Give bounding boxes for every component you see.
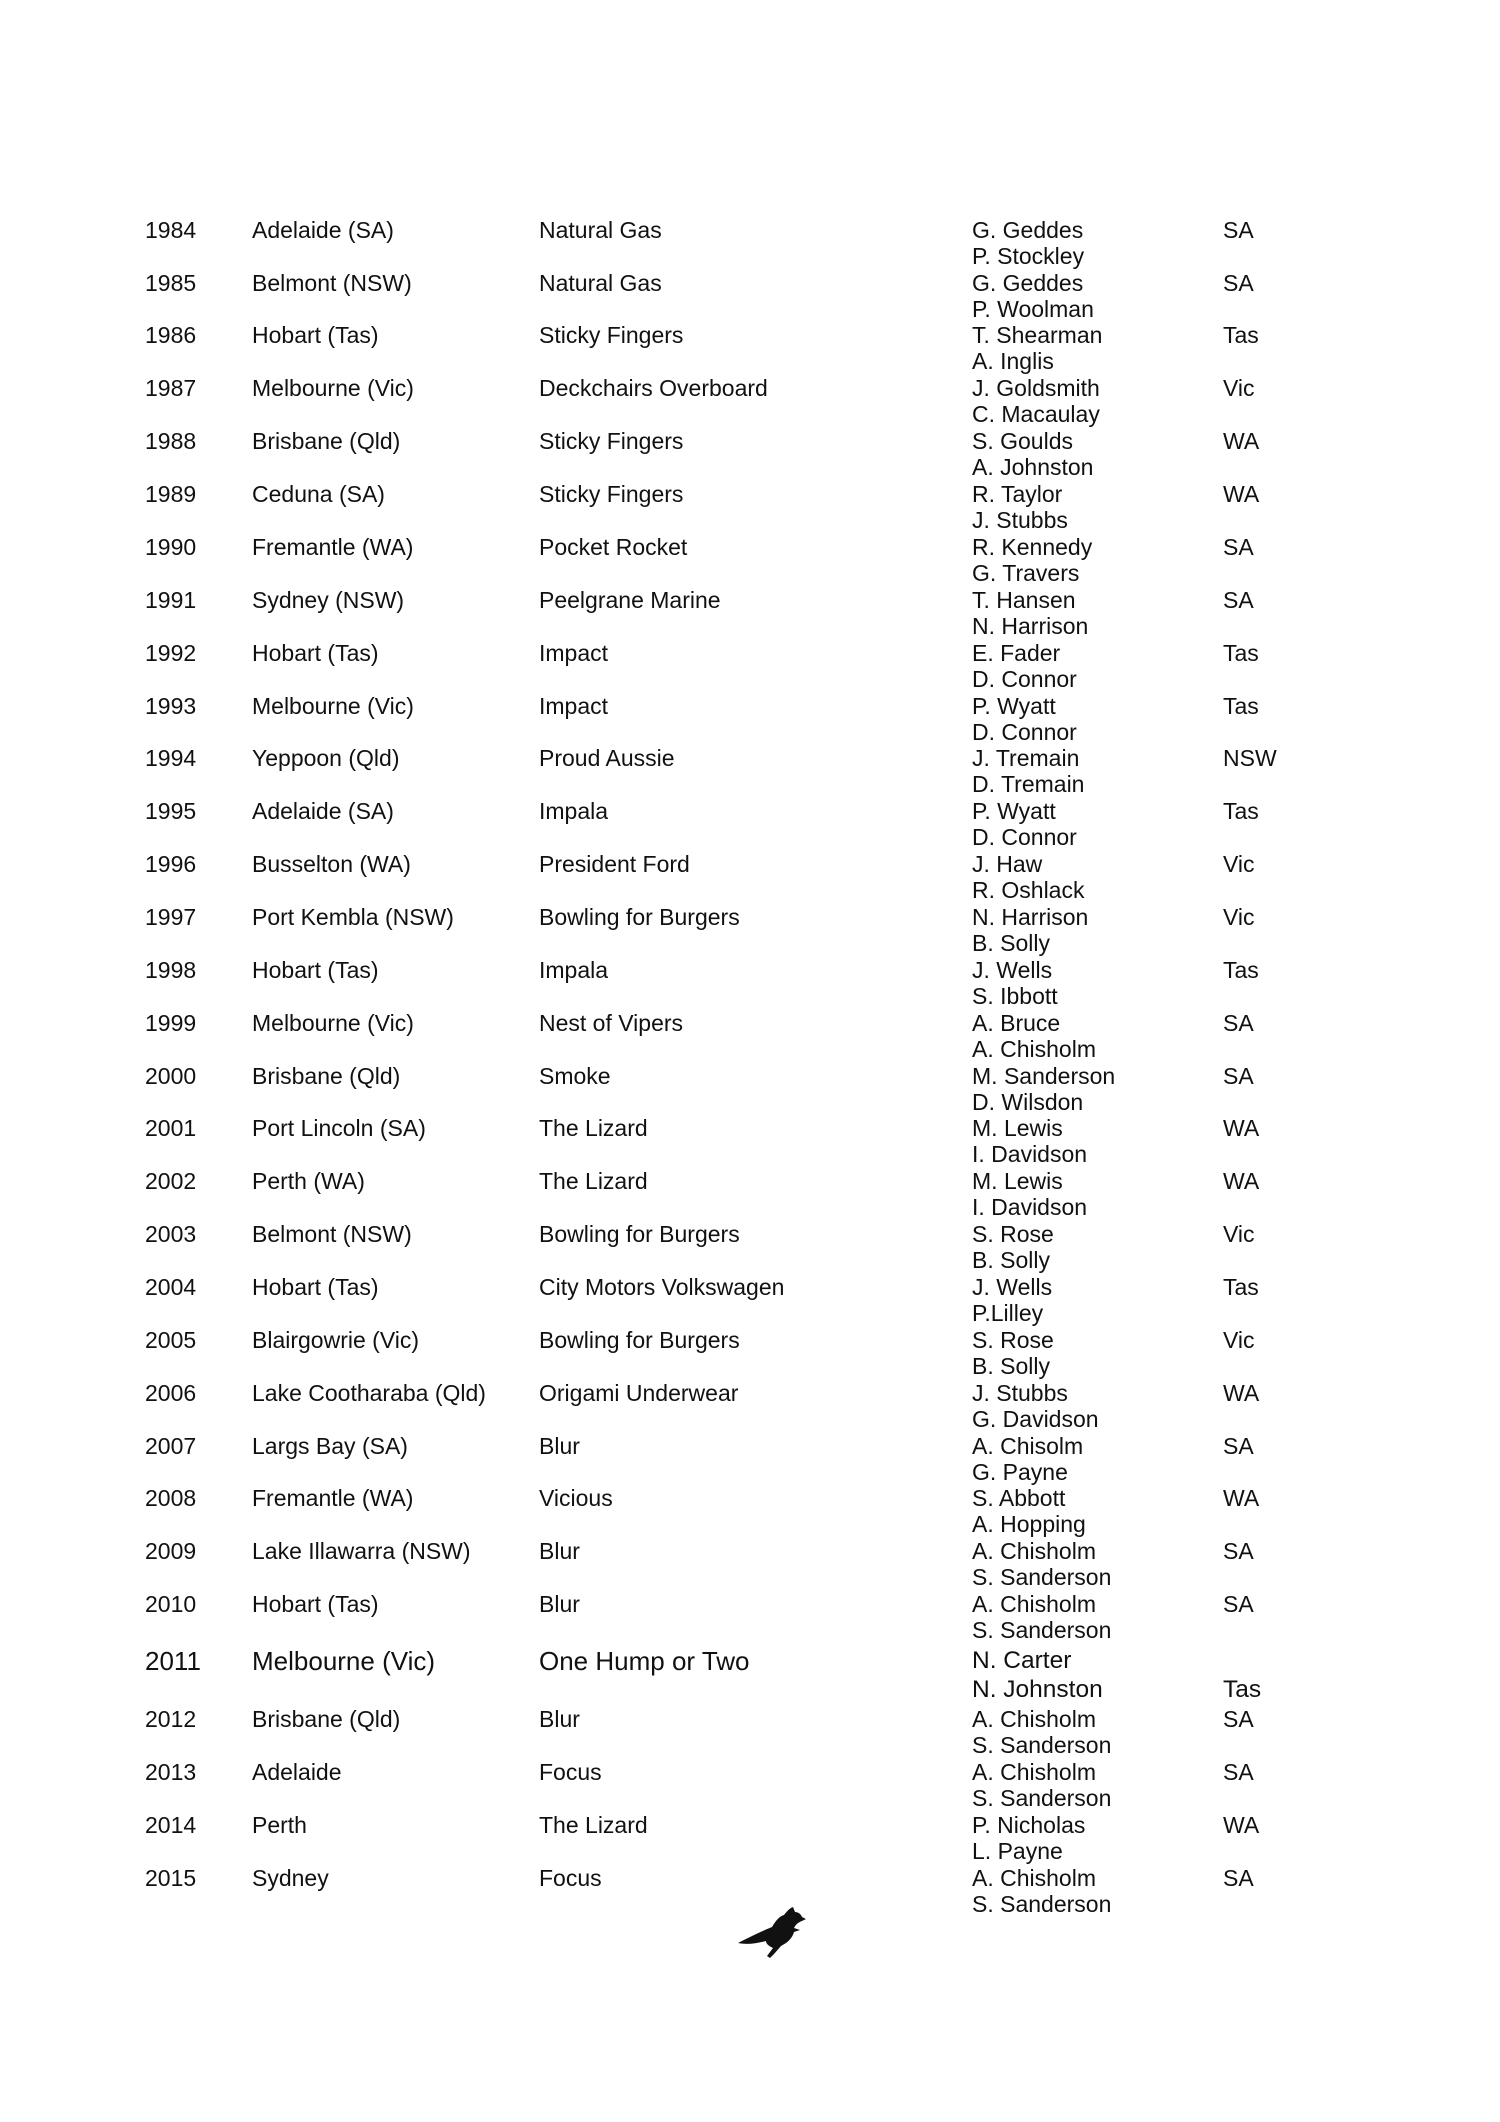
venue-cell: Perth (WA) (252, 1168, 365, 1194)
state-cell: WA (1223, 1115, 1260, 1141)
state-cell: SA (1223, 1010, 1254, 1036)
year-cell: 1996 (145, 851, 197, 877)
year-cell: 1984 (145, 217, 197, 243)
crew-member: C. Macaulay (972, 401, 1100, 428)
boat-name-cell: Blur (539, 1706, 580, 1732)
year-cell: 2001 (145, 1115, 197, 1141)
crew-cell (972, 640, 1077, 693)
boat-name-cell: Vicious (539, 1485, 613, 1511)
crew-member: S. Sanderson (972, 1732, 1112, 1759)
venue-cell: Hobart (Tas) (252, 322, 379, 348)
crew-member: S. Sanderson (972, 1617, 1112, 1644)
crew-cell (972, 428, 1093, 481)
crew-member: P. Nicholas (972, 1812, 1086, 1838)
crew-cell (972, 1380, 1099, 1433)
boat-name-cell: Sticky Fingers (539, 428, 684, 454)
year-cell: 1988 (145, 428, 197, 454)
venue-cell: Brisbane (Qld) (252, 1063, 401, 1089)
state-cell: SA (1223, 1063, 1254, 1089)
venue-cell: Port Lincoln (SA) (252, 1115, 426, 1141)
crew-cell (972, 1591, 1111, 1644)
state-cell: WA (1223, 1485, 1260, 1511)
venue-cell: Melbourne (Vic) (252, 693, 414, 719)
crew-member: A. Bruce (972, 1010, 1061, 1036)
venue-cell: Ceduna (SA) (252, 481, 385, 507)
crew-member: B. Solly (972, 1353, 1050, 1380)
year-cell: 1998 (145, 957, 197, 983)
year-cell: 1985 (145, 270, 197, 296)
crew-member: A. Johnston (972, 454, 1094, 481)
year-cell: 2015 (145, 1865, 197, 1891)
year-cell: 2002 (145, 1168, 197, 1194)
venue-cell: Belmont (NSW) (252, 1221, 412, 1247)
crew-cell (972, 217, 1084, 270)
crew-member: J. Stubbs (972, 1380, 1068, 1406)
venue-cell: Melbourne (Vic) (252, 1646, 436, 1676)
crew-member: N. Johnston (972, 1676, 1103, 1703)
state-cell: Vic (1223, 1221, 1255, 1247)
boat-name-cell: Blur (539, 1433, 580, 1459)
crew-member: P. Wyatt (972, 798, 1056, 824)
crew-member: T. Hansen (972, 587, 1076, 613)
crew-member: D. Wilsdon (972, 1089, 1084, 1116)
year-cell: 2012 (145, 1706, 197, 1732)
state-cell: SA (1223, 1759, 1254, 1785)
crew-cell (972, 375, 1100, 428)
crew-member: S. Sanderson (972, 1785, 1112, 1812)
boat-name-cell: Impact (539, 693, 609, 719)
boat-name-cell: Focus (539, 1865, 602, 1891)
crew-cell (972, 1538, 1111, 1591)
venue-cell: Belmont (NSW) (252, 270, 412, 296)
state-cell: NSW (1223, 745, 1277, 771)
crew-cell (972, 1063, 1115, 1116)
crew-member: R. Taylor (972, 481, 1063, 507)
boat-name-cell: The Lizard (539, 1168, 648, 1194)
crew-member: A. Hopping (972, 1511, 1086, 1538)
boat-name-cell: Smoke (539, 1063, 611, 1089)
crew-member: N. Harrison (972, 613, 1089, 640)
crew-member: M. Lewis (972, 1168, 1063, 1194)
year-cell: 2003 (145, 1221, 197, 1247)
crew-member: M. Lewis (972, 1115, 1063, 1141)
year-cell: 2009 (145, 1538, 197, 1564)
state-cell: Vic (1223, 851, 1255, 877)
state-cell: SA (1223, 1865, 1254, 1891)
crew-member: A. Chisholm (972, 1865, 1096, 1891)
crew-member: J. Goldsmith (972, 375, 1100, 401)
boat-name-cell: Focus (539, 1759, 602, 1785)
year-cell: 1997 (145, 904, 197, 930)
crew-member: D. Connor (972, 719, 1077, 746)
state-cell: SA (1223, 587, 1254, 613)
boat-name-cell: Bowling for Burgers (539, 1327, 740, 1353)
venue-cell: Port Kembla (NSW) (252, 904, 454, 930)
crew-member: D. Connor (972, 666, 1077, 693)
crew-member: S. Rose (972, 1327, 1054, 1353)
crew-member: T. Shearman (972, 322, 1103, 348)
year-cell: 1986 (145, 322, 197, 348)
year-cell: 1990 (145, 534, 197, 560)
crew-member: P. Wyatt (972, 693, 1056, 719)
boat-name-cell: Nest of Vipers (539, 1010, 684, 1036)
year-cell: 2010 (145, 1591, 197, 1617)
venue-cell: Hobart (Tas) (252, 957, 379, 983)
venue-cell: Adelaide (SA) (252, 798, 394, 824)
crew-member: N. Harrison (972, 904, 1089, 930)
year-cell: 1995 (145, 798, 197, 824)
crew-cell (972, 1168, 1087, 1221)
crew-cell (972, 270, 1094, 323)
year-cell: 2005 (145, 1327, 197, 1353)
boat-name-cell: Impala (539, 798, 609, 824)
crew-member: G. Davidson (972, 1406, 1099, 1433)
crew-member: G. Geddes (972, 217, 1084, 243)
year-cell: 2008 (145, 1485, 197, 1511)
year-cell: 2013 (145, 1759, 197, 1785)
state-cell: Vic (1223, 904, 1255, 930)
crew-member: S. Abbott (972, 1485, 1066, 1511)
crew-cell (972, 1485, 1086, 1538)
crew-member: R. Kennedy (972, 534, 1093, 560)
crew-member: G. Travers (972, 560, 1080, 587)
state-cell: Tas (1223, 798, 1259, 824)
crew-member: S. Sanderson (972, 1564, 1112, 1591)
venue-cell: Brisbane (Qld) (252, 1706, 401, 1732)
crew-cell (972, 1759, 1111, 1812)
crew-member: L. Payne (972, 1838, 1063, 1865)
crew-cell (972, 798, 1077, 851)
crew-member: A. Chisolm (972, 1433, 1084, 1459)
crew-member: B. Solly (972, 1247, 1050, 1274)
state-cell: SA (1223, 534, 1254, 560)
state-cell: SA (1223, 1433, 1254, 1459)
crew-cell (972, 1646, 1103, 1704)
crew-member: P.Lilley (972, 1300, 1044, 1327)
state-cell: Tas (1223, 1274, 1259, 1300)
boat-name-cell: Natural Gas (539, 217, 662, 243)
venue-cell: Melbourne (Vic) (252, 1010, 414, 1036)
year-cell: 1999 (145, 1010, 197, 1036)
venue-cell: Hobart (Tas) (252, 1591, 379, 1617)
year-cell: 2006 (145, 1380, 197, 1406)
crew-cell (972, 1706, 1111, 1759)
crew-member: P. Stockley (972, 243, 1085, 270)
crew-member: R. Oshlack (972, 877, 1085, 904)
crew-member: I. Davidson (972, 1194, 1088, 1221)
venue-cell: Brisbane (Qld) (252, 428, 401, 454)
crew-cell (972, 1812, 1085, 1865)
boat-name-cell: City Motors Volkswagen (539, 1274, 785, 1300)
state-cell: WA (1223, 1380, 1260, 1406)
crew-member: A. Chisholm (972, 1759, 1096, 1785)
crew-cell (972, 693, 1077, 746)
crew-cell (972, 322, 1102, 375)
venue-cell: Fremantle (WA) (252, 1485, 414, 1511)
crew-member: A. Inglis (972, 348, 1054, 375)
boat-name-cell: Sticky Fingers (539, 322, 684, 348)
boat-name-cell: Impala (539, 957, 609, 983)
year-cell: 2000 (145, 1063, 197, 1089)
crew-member: A. Chisholm (972, 1538, 1096, 1564)
state-cell: Tas (1223, 693, 1259, 719)
venue-cell: Sydney (252, 1865, 329, 1891)
year-cell: 1992 (145, 640, 197, 666)
crew-cell (972, 851, 1084, 904)
crew-cell (972, 1221, 1054, 1274)
venue-cell: Fremantle (WA) (252, 534, 414, 560)
boat-name-cell: One Hump or Two (539, 1646, 750, 1676)
state-cell: Vic (1223, 1327, 1255, 1353)
boat-name-cell: The Lizard (539, 1812, 648, 1838)
venue-cell: Perth (252, 1812, 307, 1838)
crew-member: S. Sanderson (972, 1891, 1112, 1918)
crew-member: S. Rose (972, 1221, 1054, 1247)
state-cell: WA (1223, 1168, 1260, 1194)
crew-member: M. Sanderson (972, 1063, 1116, 1089)
crew-member: B. Solly (972, 930, 1050, 957)
year-cell: 2014 (145, 1812, 197, 1838)
year-cell: 1991 (145, 587, 197, 613)
year-cell: 2007 (145, 1433, 197, 1459)
boat-name-cell: Bowling for Burgers (539, 904, 740, 930)
state-cell: Tas (1223, 322, 1259, 348)
crew-member: G. Payne (972, 1459, 1068, 1486)
year-cell: 1993 (145, 693, 197, 719)
crew-member: S. Goulds (972, 428, 1073, 454)
crew-member: J. Wells (972, 1274, 1053, 1300)
crew-cell (972, 1115, 1087, 1168)
state-cell: Tas (1223, 957, 1259, 983)
boat-name-cell: Pocket Rocket (539, 534, 688, 560)
crew-member: J. Stubbs (972, 507, 1068, 534)
year-cell: 2004 (145, 1274, 197, 1300)
state-cell: SA (1223, 1538, 1254, 1564)
state-cell: SA (1223, 1591, 1254, 1617)
crew-cell (972, 904, 1088, 957)
venue-cell: Adelaide (SA) (252, 217, 394, 243)
state-cell: WA (1223, 1812, 1260, 1838)
boat-name-cell: Sticky Fingers (539, 481, 684, 507)
crew-member: A. Chisholm (972, 1591, 1096, 1617)
state-cell: Tas (1223, 1676, 1262, 1703)
crew-member: D. Connor (972, 824, 1077, 851)
crew-cell (972, 587, 1088, 640)
state-cell: SA (1223, 270, 1254, 296)
crew-cell (972, 1274, 1052, 1327)
boat-name-cell: Proud Aussie (539, 745, 675, 771)
crew-cell (972, 1433, 1083, 1486)
boat-name-cell: Natural Gas (539, 270, 662, 296)
venue-cell: Yeppoon (Qld) (252, 745, 400, 771)
boat-name-cell: Impact (539, 640, 609, 666)
state-cell: Vic (1223, 375, 1255, 401)
state-cell: WA (1223, 428, 1260, 454)
crew-member: A. Chisholm (972, 1706, 1096, 1732)
venue-cell: Busselton (WA) (252, 851, 411, 877)
venue-cell: Sydney (NSW) (252, 587, 405, 613)
boat-name-cell: Origami Underwear (539, 1380, 739, 1406)
year-cell: 1994 (145, 745, 197, 771)
crew-member: A. Chisholm (972, 1036, 1096, 1063)
venue-cell: Melbourne (Vic) (252, 375, 414, 401)
boat-name-cell: The Lizard (539, 1115, 648, 1141)
boat-name-cell: Peelgrane Marine (539, 587, 721, 613)
boat-name-cell: Deckchairs Overboard (539, 375, 768, 401)
state-cell: SA (1223, 217, 1254, 243)
crew-member: G. Geddes (972, 270, 1084, 296)
venue-cell: Lake Cootharaba (Qld) (252, 1380, 486, 1406)
crew-cell (972, 1865, 1111, 1918)
crew-cell (972, 745, 1084, 798)
crew-member: D. Tremain (972, 771, 1085, 798)
crew-member: E. Fader (972, 640, 1061, 666)
venue-cell: Hobart (Tas) (252, 1274, 379, 1300)
boat-name-cell: Blur (539, 1591, 580, 1617)
state-cell: Tas (1223, 640, 1259, 666)
venue-cell: Blairgowrie (Vic) (252, 1327, 420, 1353)
crew-cell (972, 1327, 1054, 1380)
crew-cell (972, 534, 1092, 587)
state-cell: WA (1223, 481, 1260, 507)
crew-member: P. Woolman (972, 296, 1094, 323)
crew-cell (972, 957, 1058, 1010)
venue-cell: Adelaide (252, 1759, 342, 1785)
venue-cell: Lake Illawarra (NSW) (252, 1538, 471, 1564)
crew-member: J. Tremain (972, 745, 1080, 771)
crew-member: J. Haw (972, 851, 1043, 877)
kangaroo-icon (736, 1906, 816, 1958)
crew-cell (972, 1010, 1096, 1063)
boat-name-cell: Bowling for Burgers (539, 1221, 740, 1247)
venue-cell: Largs Bay (SA) (252, 1433, 408, 1459)
crew-member: N. Carter (972, 1647, 1072, 1674)
crew-member: J. Wells (972, 957, 1053, 983)
state-cell: SA (1223, 1706, 1254, 1732)
crew-member: I. Davidson (972, 1141, 1088, 1168)
venue-cell: Hobart (Tas) (252, 640, 379, 666)
crew-cell (972, 481, 1068, 534)
boat-name-cell: President Ford (539, 851, 690, 877)
year-cell: 2011 (145, 1646, 201, 1676)
crew-member: S. Ibbott (972, 983, 1058, 1010)
year-cell: 1987 (145, 375, 197, 401)
year-cell: 1989 (145, 481, 197, 507)
boat-name-cell: Blur (539, 1538, 580, 1564)
